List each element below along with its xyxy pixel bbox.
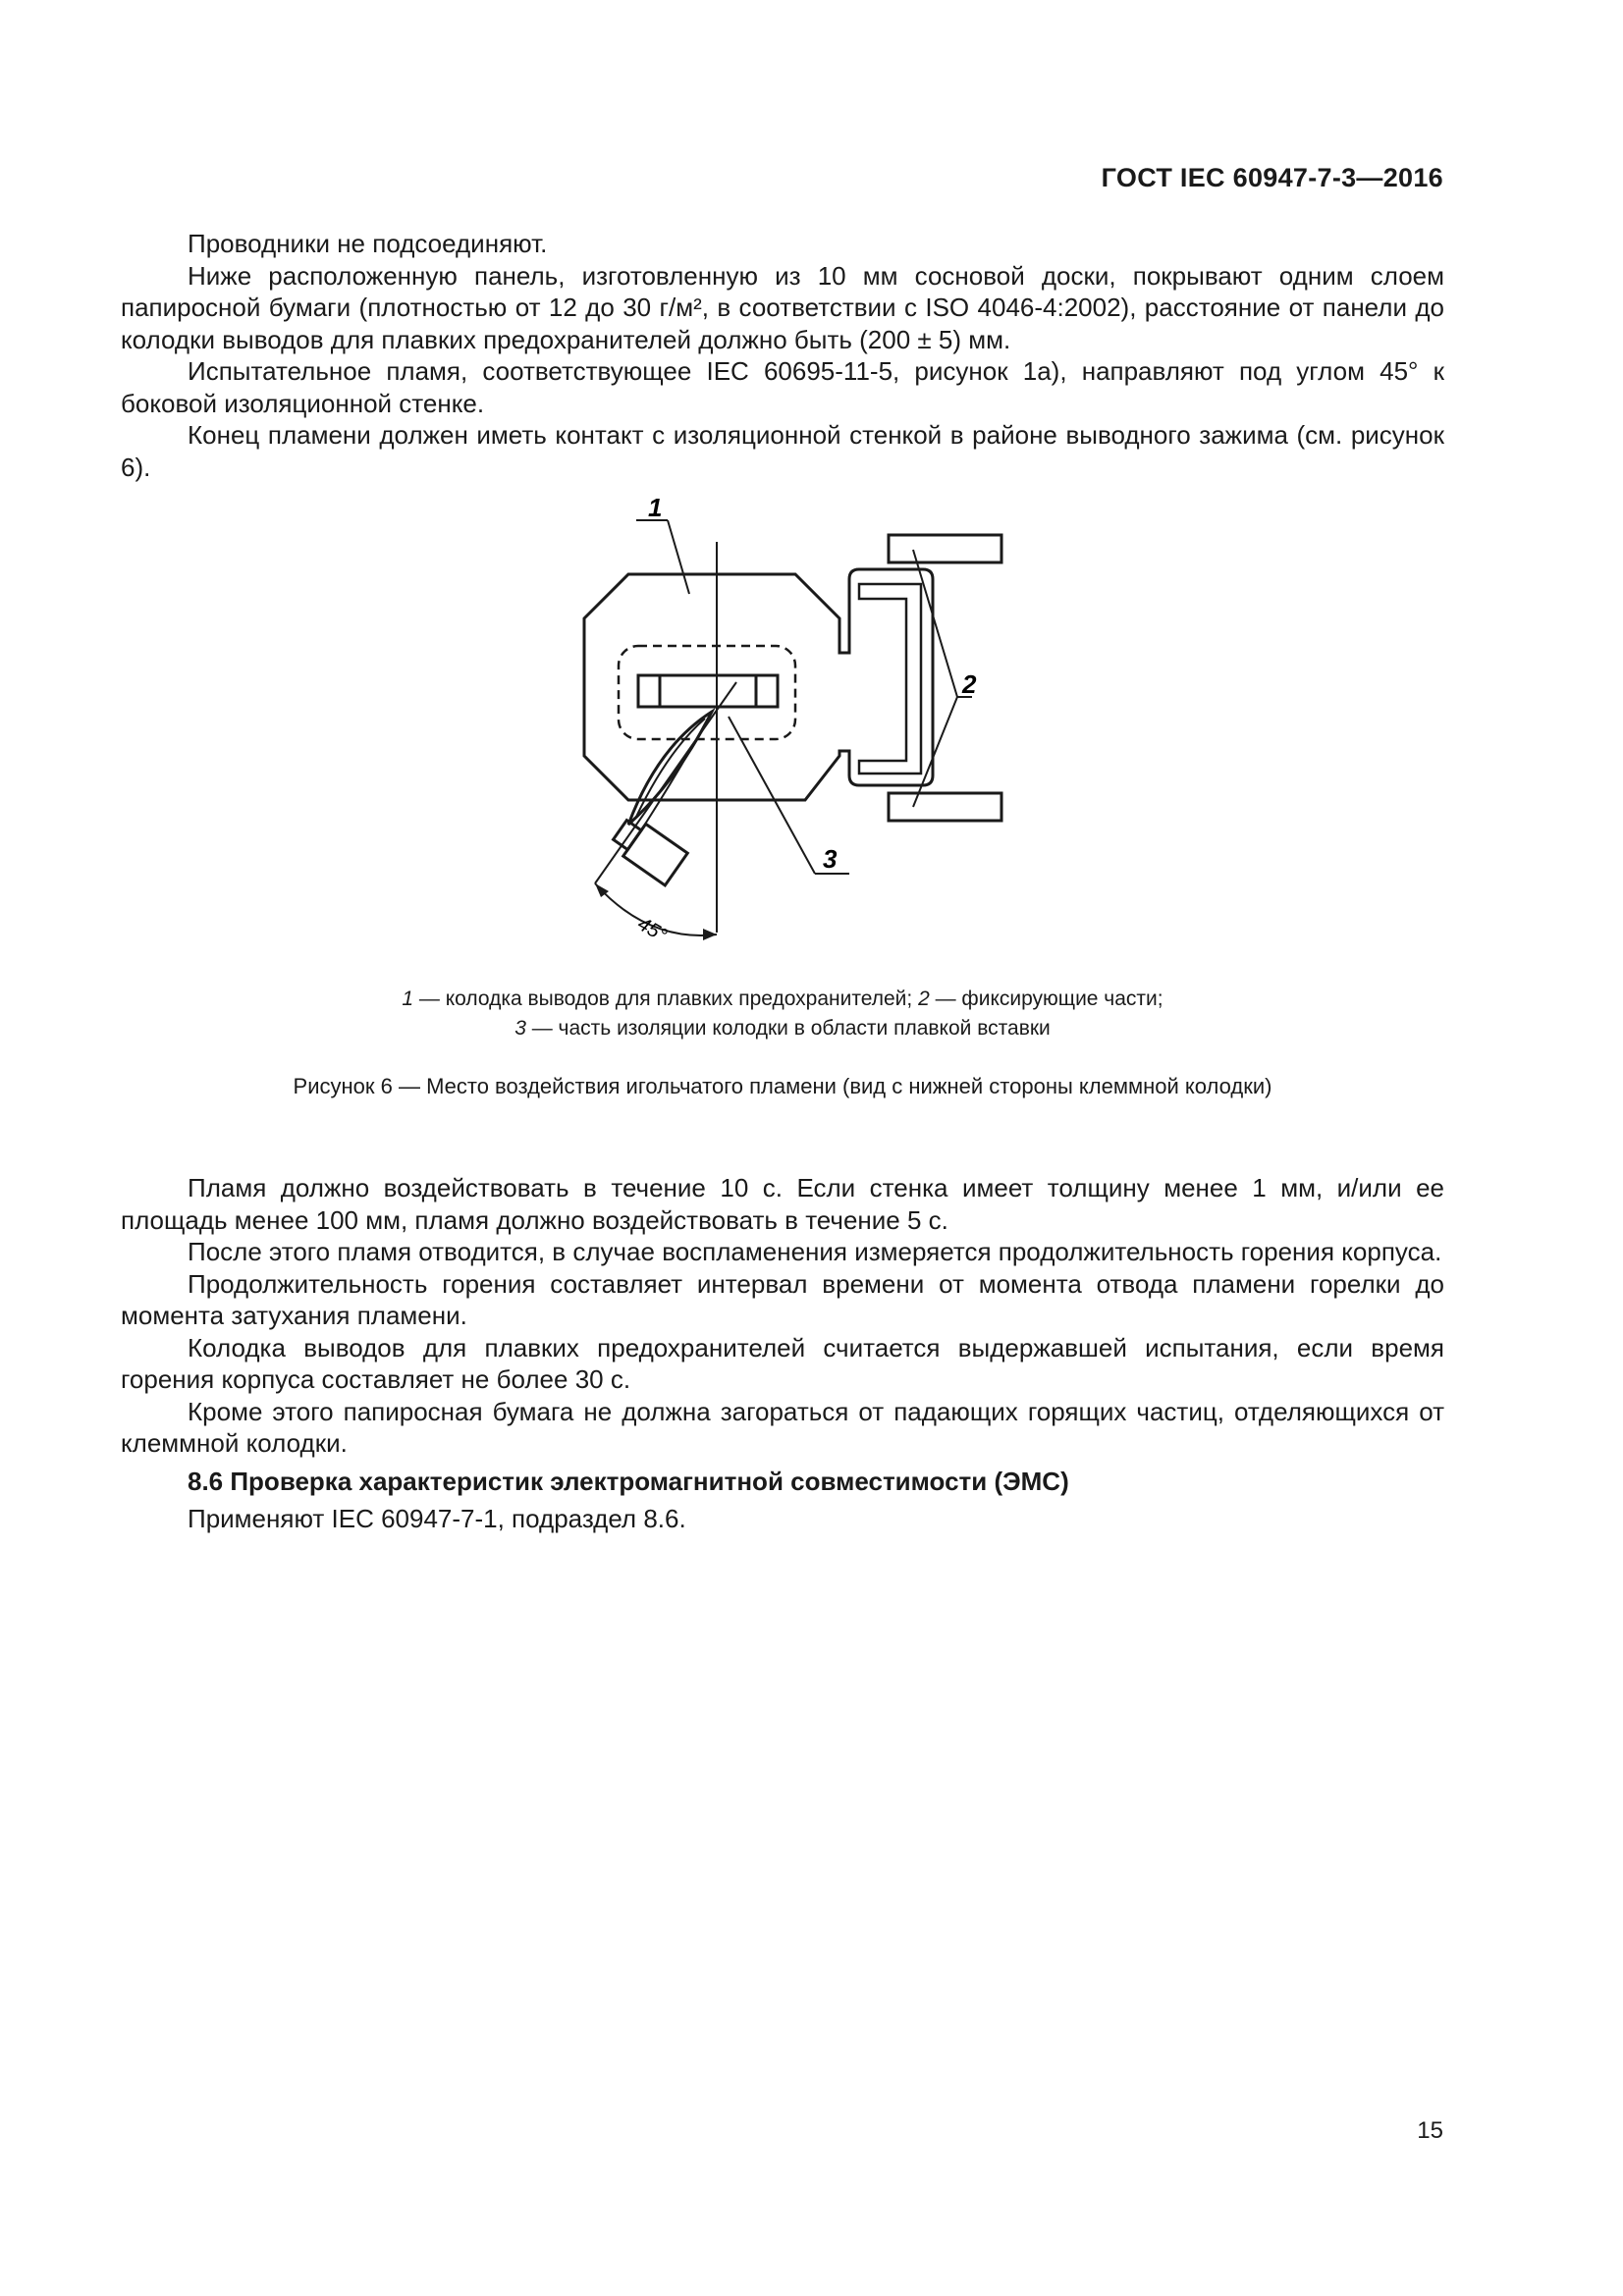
figure-legend: [121, 985, 1444, 1043]
document-header: ГОСТ IEC 60947-7-3—2016: [1101, 163, 1443, 192]
paragraph: Колодка выводов для плавких предохранителей считается выдержавшей испытания, если время горения корпуса составляет не более 30 с.: [121, 1332, 1444, 1394]
callout-1: 1: [648, 493, 663, 522]
paragraph: Испытательное пламя, соответствующее IEC 60695-11-5, рисунок 1а), направляют под углом 45° к боковой изоляционной стенке.: [121, 356, 1444, 418]
angle-label: 45°: [633, 913, 671, 947]
section-title: 8.6 Проверка характеристик электромагнитной совместимости (ЭМС): [188, 1466, 1069, 1496]
callout-3: 3: [823, 844, 838, 874]
terminal-block-outline: [584, 569, 933, 800]
section-body: Применяют IEC 60947-7-1, подраздел 8.6.: [188, 1504, 686, 1533]
paragraph: Пламя должно воздействовать в течение 10 с. Если стенка имеет толщину менее 1 мм, и/или ее площадь менее 100 мм, пламя должно воздействовать в течение 5 с.: [121, 1173, 1444, 1235]
legend-line: 1 — колодка выводов для плавких предохранителей; 2 — фиксирующие части;: [402, 988, 1163, 1010]
paragraph: После этого пламя отводится, в случае воспламенения измеряется продолжительность горения корпуса.: [188, 1237, 1442, 1266]
fixing-part-bottom: [889, 793, 1001, 821]
body-text: [121, 1172, 1444, 1535]
page-number: 15: [1417, 2117, 1443, 2144]
paragraph: Проводники не подсоединяют.: [188, 229, 548, 258]
paragraph: Конец пламени должен иметь контакт с изоляционной стенкой в районе выводного зажима (см. рисунок 6).: [121, 420, 1444, 482]
fixing-part-top: [889, 535, 1001, 562]
burner: [609, 814, 687, 885]
figure-6-drawing: [511, 493, 1041, 962]
paragraph: Ниже расположенную панель, изготовленную из 10 мм сосновой доски, покрывают одним слоем папиросной бумаги (плотностью от 12 до 30 г/м², в соответствии с ISO 4046-4:2002), расстояние от панели до колодки выводов для плавких предохранителей должно быть (200 ± 5) мм.: [121, 260, 1444, 354]
paragraph: Продолжительность горения составляет интервал времени от момента отвода пламени горелки до момента затухания пламени.: [121, 1268, 1444, 1330]
intro-text: [121, 228, 1444, 483]
fixing-channel: [859, 584, 921, 774]
legend-line: 3 — часть изоляции колодки в области плавкой вставки: [514, 1017, 1051, 1040]
paragraph: Кроме этого папиросная бумага не должна загораться от падающих горящих частиц, отделяющихся от клеммной колодки.: [121, 1396, 1444, 1458]
figure-caption: Рисунок 6 — Место воздействия игольчатого пламени (вид с нижней стороны клеммной колодки): [293, 1074, 1272, 1098]
callout-2: 2: [962, 669, 977, 699]
